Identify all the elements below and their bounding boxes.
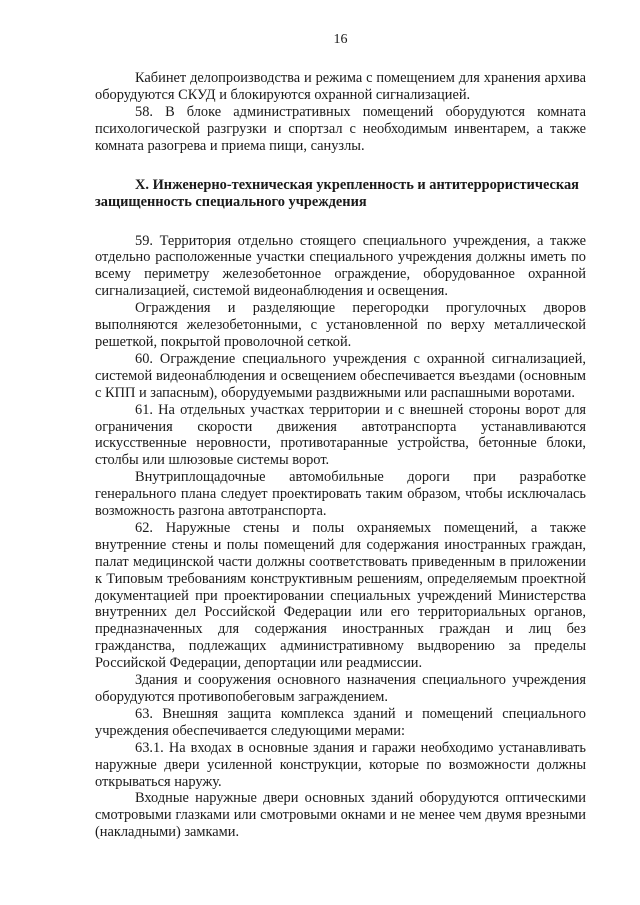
paragraph-entrance-doors: Входные наружные двери основных зданий оборудуются оптическими смотровыми глазками или смотровыми окнами и не менее чем двумя врезными (накладными) замками.: [95, 790, 586, 841]
paragraph-61: 61. На отдельных участках территории и с внешней стороны ворот для ограничения скорости движения автотранспорта устанавливаются искусственные неровности, противотаранные устройства, бетонные блоки, столбы или шлюзовые системы ворот.: [95, 401, 586, 469]
paragraph-62: 62. Наружные стены и полы охраняемых помещений, а также внутренние стены и полы помещений для содержания иностранных граждан, палат медицинской части должны соответствовать приведенным в приложении к Типовым требованиям конструктивным решениям, определяемым проектной документацией при проектировании специальных учреждений Министерства внутренних дел Российской Федерации или его территориальных органов, предназначенных для содержания иностранных граждан и лиц без гражданства, подлежащих административному выдворению за пределы Российской Федерации, депортации или реадмиссии.: [95, 519, 586, 672]
paragraph-fences: Ограждения и разделяющие перегородки прогулочных дворов выполняются железобетонными, с установленной по верху металлической решеткой, покрытой проволочной сеткой.: [95, 300, 586, 350]
paragraph-archive-office: Кабинет делопроизводства и режима с помещением для хранения архива оборудуются СКУД и блокируются охранной сигнализацией.: [95, 70, 586, 103]
paragraph-58: 58. В блоке административных помещений оборудуются комната психологической разгрузки и спортзал с необходимым инвентарем, а также комната разогрева и приема пищи, санузлы.: [95, 103, 586, 154]
paragraph-63-1: 63.1. На входах в основные здания и гаражи необходимо устанавливать наружные двери усиленной конструкции, которые по возможности должны открываться наружу.: [95, 739, 586, 790]
paragraph-internal-roads: Внутриплощадочные автомобильные дороги при разработке генерального плана следует проектировать таким образом, чтобы исключалась возможность разгона автотранспорта.: [95, 469, 586, 520]
page-number: 16: [333, 32, 348, 47]
paragraph-60: 60. Ограждение специального учреждения с охранной сигнализацией, системой видеонаблюдения и освещением обеспечивается въездами (основным с КПП и запасным), оборудуемыми раздвижными или распашными воротами.: [95, 350, 586, 401]
section-heading: X. Инженерно-техническая укрепленность и антитеррористическая защищенность специального учреждения: [95, 176, 579, 210]
paragraph-59: 59. Территория отдельно стоящего специального учреждения, а также отдельно расположенные участки специального учреждения должны иметь по всему периметру железобетонное ограждение, оборудованное охранной сигнализацией, системой видеонаблюдения и освещения.: [95, 232, 586, 300]
paragraph-buildings: Здания и сооружения основного назначения специального учреждения оборудуются противопобеговым заграждением.: [95, 672, 586, 705]
paragraph-63: 63. Внешняя защита комплекса зданий и помещений специального учреждения обеспечивается следующими мерами:: [95, 705, 586, 739]
